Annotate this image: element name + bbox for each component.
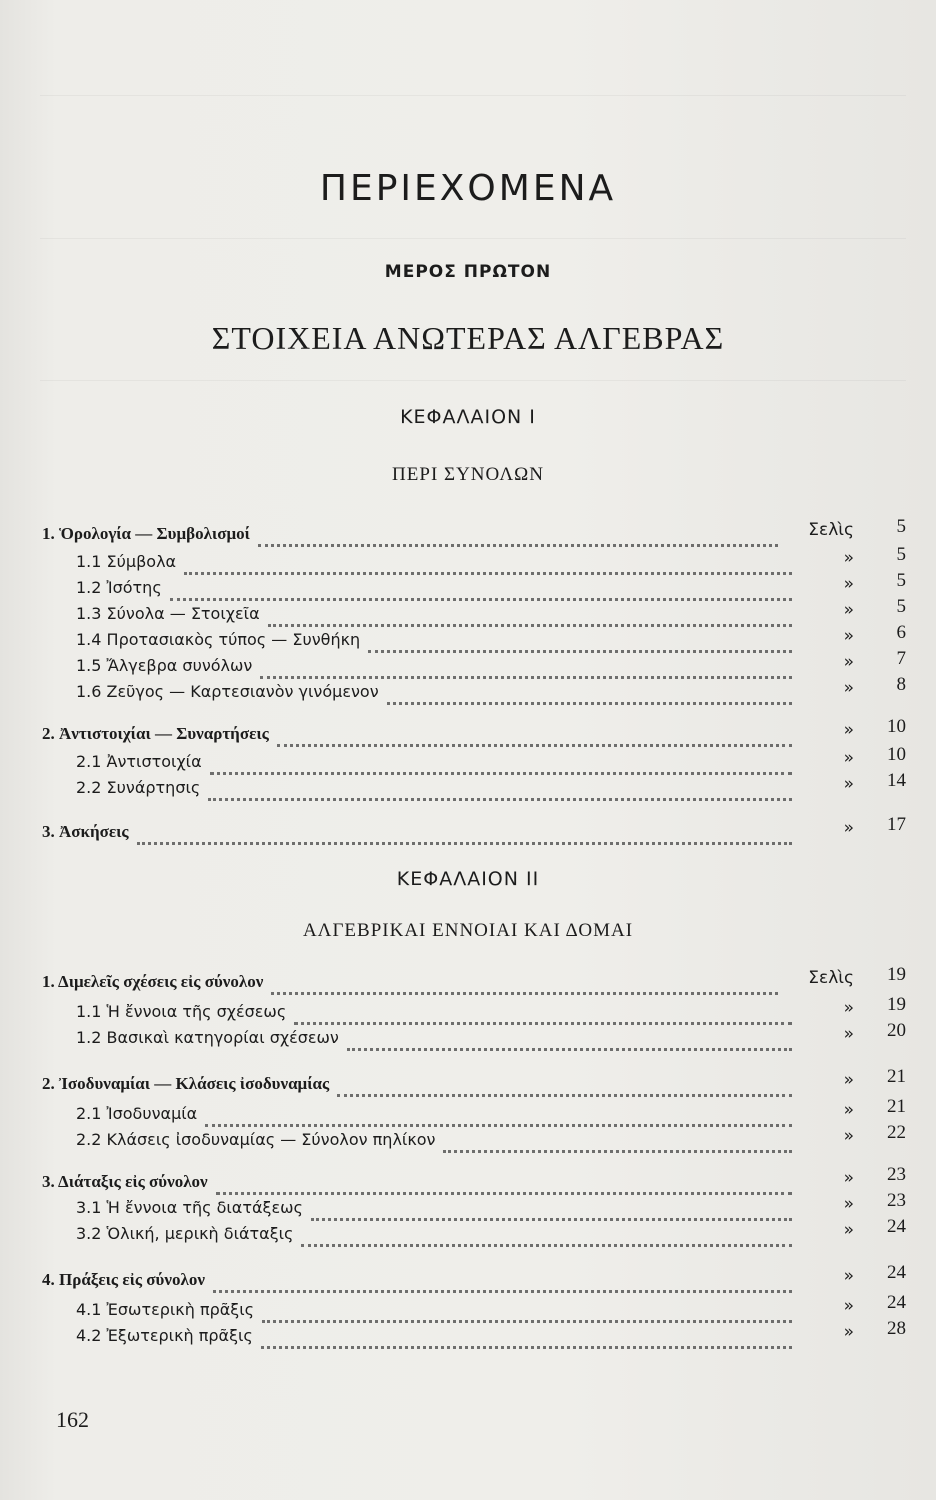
leader-dots [294, 1006, 792, 1025]
page-prefix: » [843, 548, 854, 568]
leader-dots [301, 1228, 792, 1247]
page-prefix: » [843, 1266, 854, 1286]
toc-entry-label: 1.2 Ἰσότης [76, 578, 162, 597]
page-title: ΠΕΡΙΕΧΟΜΕΝΑ [319, 168, 617, 209]
toc-section-row [0, 716, 936, 750]
leader-dots [271, 976, 778, 995]
toc-subsection-row [0, 1122, 936, 1156]
toc-page-number: 24 [887, 1262, 906, 1283]
chapter-1-label: ΚΕΦΑΛΑΙΟΝ Ι [400, 406, 536, 428]
toc-entry-label: 1.6 Ζεῦγος — Καρτεσιανὸν γινόμενον [76, 682, 379, 701]
toc-entry-label: 1. Διμελεῖς σχέσεις εἰς σύνολον [42, 972, 264, 991]
toc-page-number: 5 [896, 596, 906, 617]
leader-dots [277, 728, 792, 747]
page-prefix: » [843, 1070, 854, 1090]
toc-page-number: 14 [887, 770, 906, 791]
toc-subsection-row [0, 1318, 936, 1352]
page-prefix: » [843, 678, 854, 698]
leader-dots [261, 1330, 792, 1349]
page-prefix: » [843, 1126, 854, 1146]
leader-dots [347, 1032, 792, 1051]
toc-section-row [0, 516, 936, 550]
leader-dots [205, 1108, 792, 1127]
toc-subsection-row [0, 1020, 936, 1054]
leader-dots [258, 528, 778, 547]
page-prefix: » [843, 1220, 854, 1240]
leader-dots [170, 582, 792, 601]
toc-page-number: 7 [896, 648, 906, 669]
page-prefix: » [843, 574, 854, 594]
book-title: ΣΤΟΙΧΕΙΑ ΑΝΩΤΕΡΑΣ ΑΛΓΕΒΡΑΣ [211, 320, 725, 356]
toc-entry-label: 4.2 Ἐξωτερικὴ πρᾶξις [76, 1326, 253, 1345]
page-prefix: Σελὶς [808, 968, 854, 988]
leader-dots [216, 1176, 792, 1195]
page-prefix: » [843, 1296, 854, 1316]
toc-page-number: 24 [887, 1216, 906, 1237]
bleed-through-line [40, 238, 906, 239]
toc-page-number: 10 [887, 744, 906, 765]
part-heading: ΜΕΡΟΣ ΠΡΩΤΟΝ [384, 262, 552, 282]
leader-dots [213, 1274, 792, 1293]
toc-entry-label: 2. Ἀντιστοιχίαι — Συναρτήσεις [42, 724, 269, 743]
toc-page-number: 17 [887, 814, 906, 835]
leader-dots [184, 556, 792, 575]
toc-entry-label: 3. Ἀσκήσεις [42, 822, 129, 841]
page-prefix: » [843, 1194, 854, 1214]
toc-section-row [0, 964, 936, 998]
leader-dots [337, 1078, 792, 1097]
toc-entry-label: 1. Ὁρολογία — Συμβολισμοί [42, 524, 250, 543]
toc-section-row [0, 1262, 936, 1296]
toc-page-number: 24 [887, 1292, 906, 1313]
toc-entry-label: 1.2 Βασικαὶ κατηγορίαι σχέσεων [76, 1028, 339, 1047]
leader-dots [368, 634, 792, 653]
toc-page-number: 21 [887, 1066, 906, 1087]
toc-page-number: 6 [896, 622, 906, 643]
toc-entry-label: 3.1 Ἡ ἔννοια τῆς διατάξεως [76, 1198, 303, 1217]
page-prefix: » [843, 1024, 854, 1044]
toc-page-number: 8 [896, 674, 906, 695]
page-prefix: » [843, 720, 854, 740]
page-number: 162 [56, 1407, 89, 1432]
leader-dots [210, 756, 792, 775]
leader-dots [387, 686, 792, 705]
toc-entry-label: 2.2 Συνάρτησις [76, 778, 201, 797]
toc-entry-label: 1.3 Σύνολα — Στοιχεῖα [76, 604, 260, 623]
page-prefix: » [843, 1100, 854, 1120]
bleed-through-line [40, 95, 906, 96]
toc-subsection-row [0, 1216, 936, 1250]
page-prefix: » [843, 998, 854, 1018]
leader-dots [268, 608, 792, 627]
toc-subsection-row [0, 674, 936, 708]
toc-entry-label: 1.5 Ἄλγεβρα συνόλων [76, 656, 253, 675]
toc-entry-label: 4.1 Ἐσωτερικὴ πρᾶξις [76, 1300, 255, 1319]
page-prefix: » [843, 748, 854, 768]
page-prefix: » [843, 626, 854, 646]
toc-page-number: 10 [887, 716, 906, 737]
toc-entry-label: 4. Πράξεις εἰς σύνολον [42, 1270, 205, 1289]
toc-page-number: 21 [887, 1096, 906, 1117]
chapter-1-title: ΠΕΡΙ ΣΥΝΟΛΩΝ [392, 464, 544, 485]
toc-entry-label: 1.1 Ἡ ἔννοια τῆς σχέσεως [76, 1002, 287, 1021]
toc-entry-label: 1.1 Σύμβολα [76, 552, 177, 571]
toc-page-number: 23 [887, 1164, 906, 1185]
toc-section-row [0, 814, 936, 848]
toc-page-number: 5 [896, 570, 906, 591]
leader-dots [443, 1134, 792, 1153]
bleed-through-line [40, 380, 906, 381]
page-prefix: » [843, 1168, 854, 1188]
toc-page-number: 5 [896, 544, 906, 565]
page-prefix: » [843, 818, 854, 838]
toc-page-number: 22 [887, 1122, 906, 1143]
page-prefix: » [843, 1322, 854, 1342]
toc-page-number: 23 [887, 1190, 906, 1211]
chapter-2-title: ΑΛΓΕΒΡΙΚΑΙ ΕΝΝΟΙΑΙ ΚΑΙ ΔΟΜΑΙ [302, 920, 634, 941]
toc-page-number: 20 [887, 1020, 906, 1041]
toc-section-row [0, 1066, 936, 1100]
page-prefix: » [843, 652, 854, 672]
toc-page-number: 19 [887, 994, 906, 1015]
page-prefix: » [843, 774, 854, 794]
leader-dots [208, 782, 792, 801]
toc-subsection-row [0, 770, 936, 804]
toc-page-number: 5 [896, 516, 906, 537]
toc-page-number: 19 [887, 964, 906, 985]
toc-entry-label: 3.2 Ὁλική, μερικὴ διάταξις [76, 1224, 294, 1243]
toc-entry-label: 2. Ἰσοδυναμίαι — Κλάσεις ἰσοδυναμίας [42, 1074, 330, 1093]
chapter-2-label: ΚΕΦΑΛΑΙΟΝ ΙΙ [396, 868, 540, 890]
leader-dots [311, 1202, 792, 1221]
page-prefix: » [843, 600, 854, 620]
toc-page-number: 28 [887, 1318, 906, 1339]
page-prefix: Σελὶς [808, 520, 854, 540]
toc-entry-label: 2.2 Κλάσεις ἰσοδυναμίας — Σύνολον πηλίκον [76, 1130, 436, 1149]
leader-dots [260, 660, 792, 679]
toc-entry-label: 2.1 Ἰσοδυναμία [76, 1104, 198, 1123]
toc-entry-label: 3. Διάταξις εἰς σύνολον [42, 1172, 208, 1191]
leader-dots [262, 1304, 792, 1323]
toc-entry-label: 1.4 Προτασιακὸς τύπος — Συνθήκη [76, 630, 361, 649]
toc-entry-label: 2.1 Ἀντιστοιχία [76, 752, 202, 771]
leader-dots [137, 826, 792, 845]
